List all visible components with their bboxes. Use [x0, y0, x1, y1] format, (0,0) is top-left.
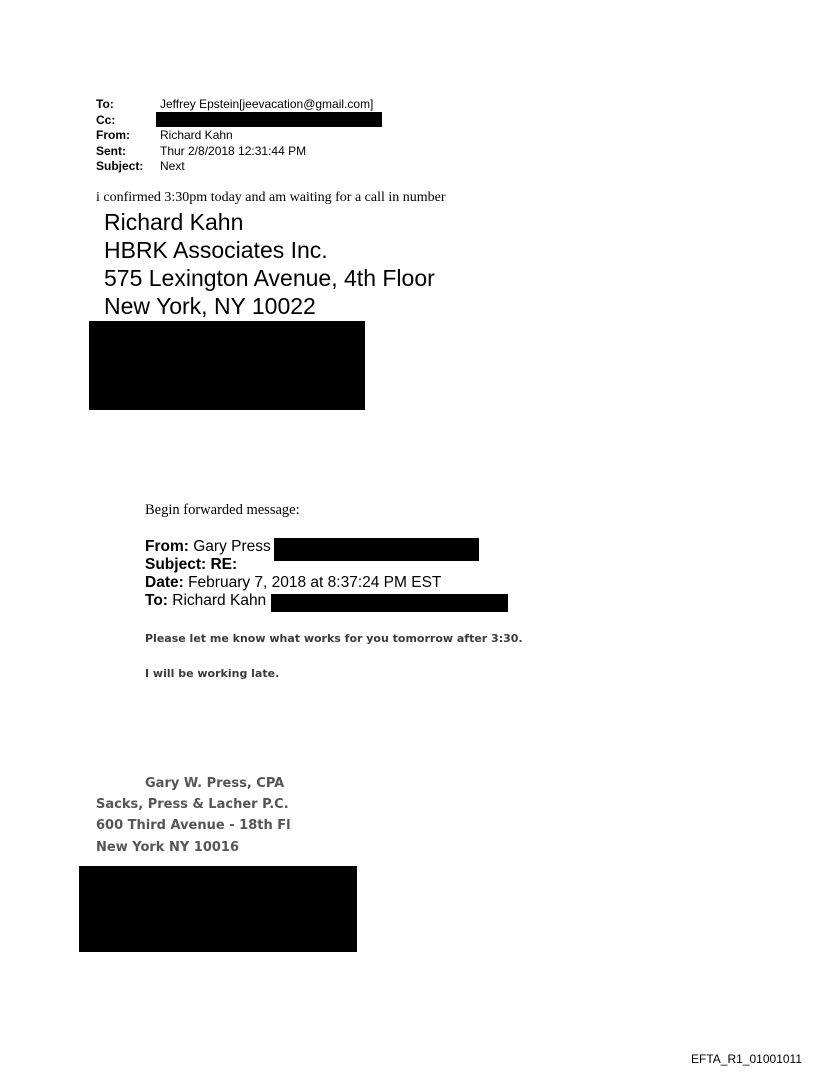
from-value: Richard Kahn	[160, 128, 233, 142]
fwd-from-value: Gary Press	[193, 538, 271, 555]
sent-value: Thur 2/8/2018 12:31:44 PM	[160, 143, 307, 158]
fwd-subject-label: Subject:	[145, 556, 207, 573]
gary-sig-address1: 600 Third Avenue - 18th Fl	[96, 818, 291, 833]
email-header	[96, 97, 373, 175]
fwd-subject-value: RE:	[210, 556, 238, 573]
cc-label: Cc:	[96, 112, 116, 127]
fwd-date-label: Date:	[145, 574, 184, 591]
fwd-message-line2: I will be working late.	[145, 667, 280, 680]
from-row	[96, 128, 373, 144]
kahn-signature	[104, 208, 435, 320]
gary-sig-redaction	[79, 866, 357, 952]
gary-sig-firm: Sacks, Press & Lacher P.C.	[96, 797, 289, 812]
subject-label: Subject:	[96, 159, 144, 173]
sig-address2: New York, NY 10022	[104, 293, 316, 319]
sig-company: HBRK Associates Inc.	[104, 237, 328, 263]
fwd-message-line1: Please let me know what works for you tomorrow after 3:30.	[145, 632, 523, 645]
sent-row	[96, 144, 373, 160]
to-value: Jeffrey Epstein[jeevacation@gmail.com]	[160, 97, 374, 111]
fwd-to-label: To:	[145, 592, 168, 609]
fwd-to-value: Richard Kahn	[172, 592, 267, 609]
signature-redaction	[89, 321, 365, 410]
gary-sig-name: Gary W. Press, CPA	[145, 776, 285, 791]
to-row	[96, 97, 373, 113]
sig-name: Richard Kahn	[104, 209, 244, 235]
forward-intro: Begin forwarded message:	[145, 502, 300, 518]
doc-id: EFTA_R1_01001011	[691, 1052, 802, 1066]
to-label: To:	[96, 97, 114, 111]
fwd-from-label: From:	[145, 538, 189, 555]
sent-label: Sent:	[96, 143, 126, 158]
from-label: From:	[96, 128, 130, 142]
subject-row	[96, 159, 373, 175]
subject-value: Next	[160, 159, 185, 173]
cc-redaction	[156, 112, 382, 127]
gary-sig-address2: New York NY 10016	[96, 840, 240, 855]
fwd-date-value: February 7, 2018 at 8:37:24 PM EST	[188, 574, 442, 591]
fwd-to-redaction	[271, 594, 508, 612]
fwd-from-redaction	[274, 538, 479, 561]
message-body: i confirmed 3:30pm today and am waiting for a call in number	[96, 190, 446, 205]
fwd-date-row	[145, 574, 441, 592]
sig-address1: 575 Lexington Avenue, 4th Floor	[104, 265, 435, 291]
